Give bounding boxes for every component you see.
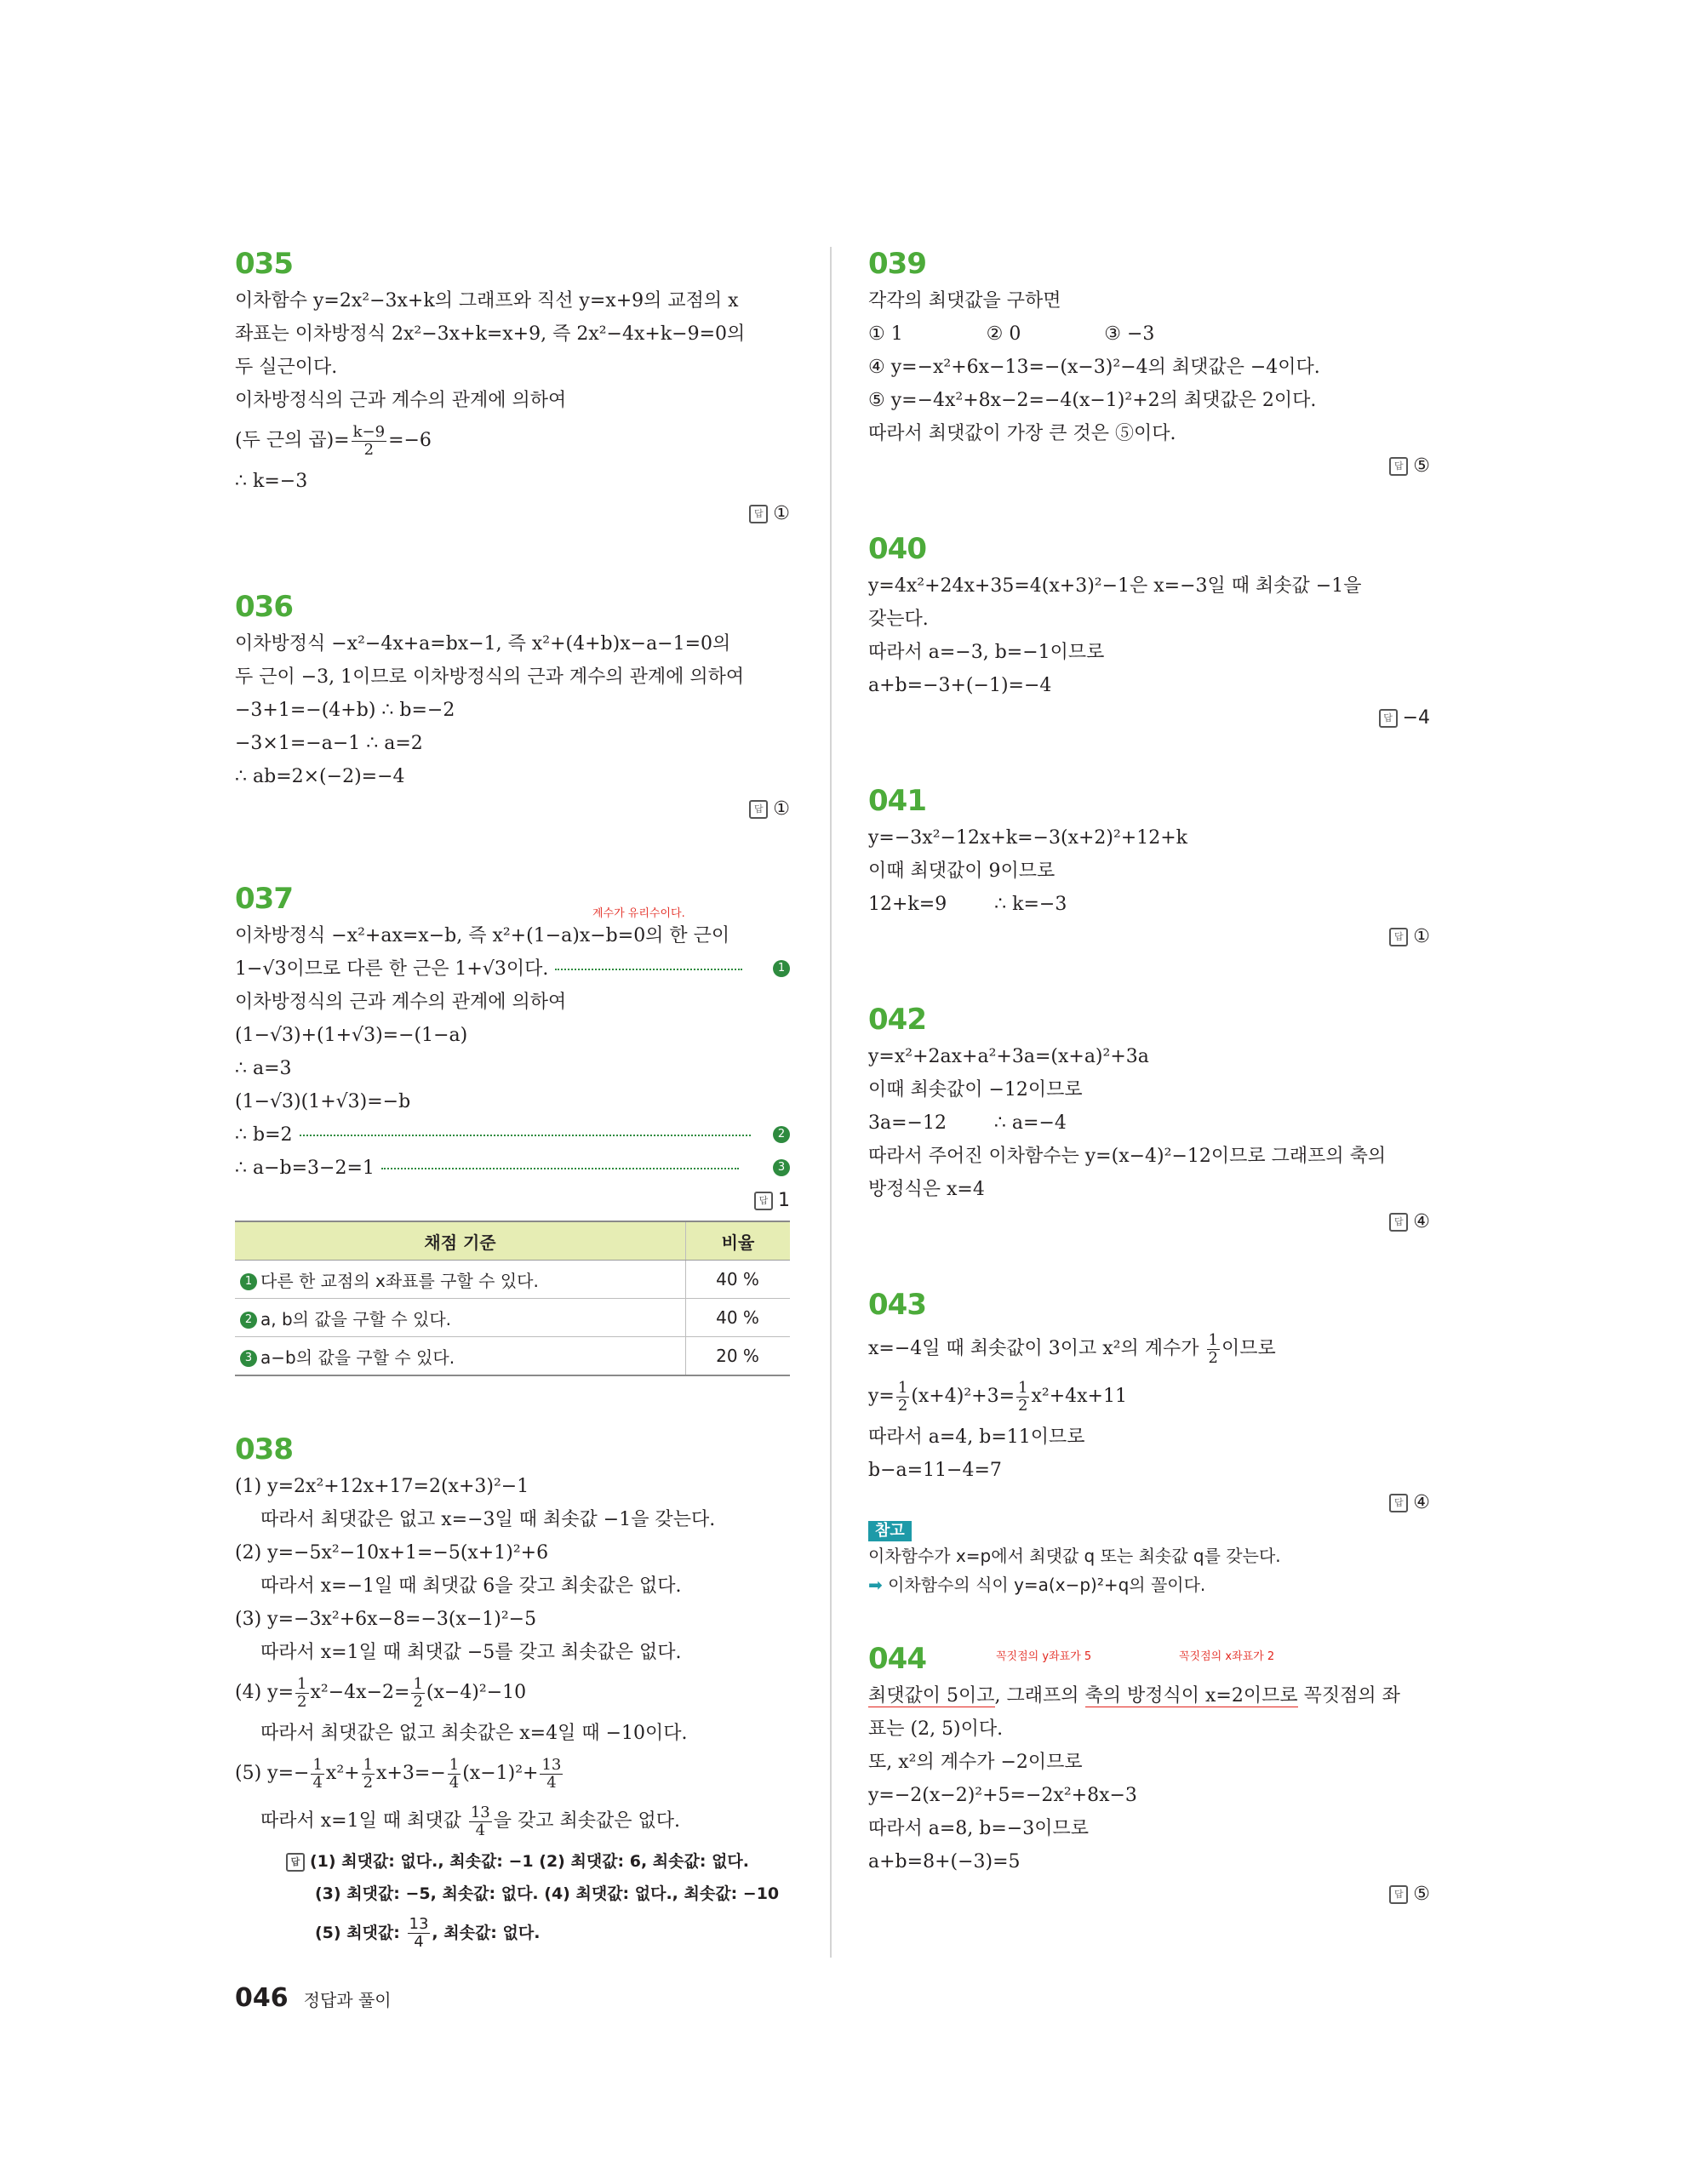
item-label: (3) <box>235 1609 262 1630</box>
problem-number: 044 <box>868 1642 926 1676</box>
equation-text: y= <box>267 1682 295 1703</box>
solution-line: 이차방정식의 근과 계수의 관계에 의하여 <box>235 992 567 1013</box>
problem-042 <box>868 1003 1430 1235</box>
table-cell: 40 % <box>686 1299 791 1337</box>
answer <box>868 454 1430 479</box>
footer-title: 정답과 풀이 <box>303 1990 392 2010</box>
equation-text: (x−1)²+ <box>462 1763 539 1784</box>
table-cell: 20 % <box>686 1337 791 1376</box>
fraction-numerator: 1 <box>897 1378 908 1397</box>
fraction-numerator: 13 <box>541 1755 562 1774</box>
problem-038 <box>235 1432 790 1956</box>
item-description: 따라서 x=1일 때 최댓값 −5를 갖고 최솟값은 없다. <box>260 1642 682 1663</box>
table-header: 채점 기준 <box>235 1221 686 1261</box>
solution-line: (1−√3)(1+√3)=−b <box>235 1091 411 1112</box>
answer-line: (3) 최댓값: −5, 최솟값: 없다. (4) 최댓값: 없다., 최솟값: −10 <box>315 1884 780 1903</box>
left-column <box>235 247 790 1956</box>
solution-line: −3×1=−a−1 ∴ a=2 <box>235 733 423 754</box>
page-footer <box>235 1983 392 2013</box>
solution-text: ∴ b=2 <box>235 1124 293 1146</box>
answer-value: −4 <box>1402 707 1430 729</box>
fraction-numerator: 1 <box>1018 1378 1028 1397</box>
problem-number: 043 <box>868 1288 926 1322</box>
solution-line: 두 근이 −3, 1이므로 이차방정식의 근과 계수의 관계에 의하여 <box>235 666 745 688</box>
solution-line: 이때 최댓값이 9이므로 <box>868 860 1056 882</box>
fraction <box>352 424 386 459</box>
solution-line: 또, x²의 계수가 −2이므로 <box>868 1752 1083 1773</box>
fraction <box>469 1804 492 1839</box>
solution-line <box>235 1152 790 1185</box>
table-row <box>235 1299 790 1337</box>
fraction-numerator: 1 <box>1208 1330 1218 1349</box>
equation-text: x+3=− <box>376 1763 446 1784</box>
answer <box>868 924 1430 950</box>
solution-line <box>868 1325 1430 1373</box>
answer-icon: 답 <box>1389 928 1408 946</box>
criteria-text: a−b의 값을 구할 수 있다. <box>260 1346 455 1368</box>
tip-line <box>868 1570 1430 1599</box>
answer-icon: 답 <box>1379 709 1398 728</box>
answer <box>235 797 790 822</box>
solution-line: 따라서 a=4, b=11이므로 <box>868 1426 1085 1448</box>
answer-block <box>235 1845 790 1956</box>
solution-text: x=−4일 때 최솟값이 3이고 x²의 계수가 <box>868 1338 1199 1359</box>
solution-line: ∴ a=3 <box>235 1058 292 1079</box>
solution-line <box>235 952 790 986</box>
item-description: 따라서 최댓값은 없고 x=−3일 때 최솟값 −1을 갖는다. <box>260 1509 716 1530</box>
solution-line: y=4x²+24x+35=4(x+3)²−1은 x=−3일 때 최솟값 −1을 <box>868 575 1362 597</box>
step-marker: 3 <box>773 1159 790 1176</box>
solution-text: 1−√3이므로 다른 한 근은 1+√3이다. <box>235 958 549 980</box>
fraction <box>362 1757 375 1792</box>
annotation-note: 꼭짓점의 y좌표가 5 <box>996 1650 1092 1663</box>
item-label: (2) <box>235 1542 262 1564</box>
fraction-denominator: 2 <box>363 1773 374 1792</box>
answer <box>235 501 790 527</box>
answer-value: ⑤ <box>1413 1884 1430 1905</box>
answer-icon: 답 <box>749 505 768 523</box>
fraction-denominator: 2 <box>413 1692 423 1711</box>
table-row <box>235 1261 790 1299</box>
solution-line: y=−2(x−2)²+5=−2x²+8x−3 <box>868 1785 1137 1806</box>
solution-line: 이차방정식의 근과 계수의 관계에 의하여 <box>235 390 567 411</box>
solution-line: 12+k=9 ∴ k=−3 <box>868 894 1067 915</box>
tip-line: 이차함수가 x=p에서 최댓값 q 또는 최솟값 q를 갖는다. <box>868 1546 1281 1566</box>
fraction <box>1207 1332 1220 1367</box>
problem-number: 040 <box>868 532 926 566</box>
fraction-numerator: 1 <box>297 1674 307 1693</box>
equation-text: y=2x²+12x+17=2(x+3)²−1 <box>267 1476 529 1497</box>
solution-text: , 그래프의 <box>994 1685 1085 1707</box>
problem-039 <box>868 247 1430 479</box>
problem-number: 041 <box>868 784 926 818</box>
solution-line: 따라서 최댓값이 가장 큰 것은 ⑤이다. <box>868 423 1176 444</box>
table-cell <box>235 1337 686 1376</box>
fraction <box>411 1676 424 1711</box>
problem-number: 036 <box>235 590 293 624</box>
equation-text: y=−5x²−10x+1=−5(x+1)²+6 <box>267 1542 549 1564</box>
solution-line: 이차함수 y=2x²−3x+k의 그래프와 직선 y=x+9의 교점의 x <box>235 290 739 312</box>
fraction <box>408 1916 431 1951</box>
tip-text: 이차함수의 식이 y=a(x−p)²+q의 꼴이다. <box>888 1575 1206 1595</box>
answer-line <box>286 1910 790 1956</box>
solution-line: b−a=11−4=7 <box>868 1460 1002 1481</box>
equation-text: (x−4)²−10 <box>426 1682 527 1703</box>
fraction <box>540 1757 563 1792</box>
solution-line: ① 1 ② 0 ③ −3 <box>868 323 1155 345</box>
solution-line: y=x²+2ax+a²+3a=(x+a)²+3a <box>868 1046 1149 1067</box>
criteria-text: 다른 한 교점의 x좌표를 구할 수 있다. <box>260 1270 539 1291</box>
table-row <box>235 1337 790 1376</box>
solution-line: ∴ ab=2×(−2)=−4 <box>235 766 405 787</box>
fraction <box>1016 1380 1029 1415</box>
answer-icon: 답 <box>754 1192 773 1210</box>
dotted-leader <box>555 969 742 970</box>
solution-line: −3+1=−(4+b) ∴ b=−2 <box>235 700 455 721</box>
item-equation <box>235 1750 790 1798</box>
solution-line: 좌표는 이차방정식 2x²−3x+k=x+9, 즉 2x²−4x+k−9=0의 <box>235 323 746 345</box>
problem-037 <box>235 882 790 1376</box>
step-marker: 1 <box>773 960 790 977</box>
fraction-numerator: 1 <box>413 1674 423 1693</box>
solution-text: ∴ a−b=3−2=1 <box>235 1158 375 1179</box>
problem-number: 039 <box>868 247 926 281</box>
item-description: 따라서 x=−1일 때 최댓값 6을 갖고 최솟값은 없다. <box>260 1575 682 1597</box>
column-divider <box>830 247 832 1958</box>
equation-text: y=− <box>267 1763 310 1784</box>
page-number: 046 <box>235 1983 289 2013</box>
item-equation <box>235 1470 790 1503</box>
fraction-numerator: 13 <box>409 1915 429 1933</box>
solution-line: 3a=−12 ∴ a=−4 <box>868 1112 1067 1134</box>
solution-line <box>235 1118 790 1152</box>
problem-number: 042 <box>868 1003 926 1037</box>
problem-number: 038 <box>235 1432 293 1466</box>
item-equation <box>235 1669 790 1717</box>
solution-line: 표는 (2, 5)이다. <box>868 1718 1004 1740</box>
fraction-denominator: 2 <box>297 1692 307 1711</box>
arrow-right-icon: ➡ <box>868 1575 883 1595</box>
fraction <box>896 1380 909 1415</box>
dotted-leader <box>381 1168 739 1169</box>
fraction-numerator: 1 <box>363 1755 374 1774</box>
fraction-denominator: 2 <box>1208 1348 1218 1367</box>
answer-value: ④ <box>1413 1492 1430 1513</box>
solution-line: 이차방정식 −x²−4x+a=bx−1, 즉 x²+(4+b)x−a−1=0의 <box>235 633 731 655</box>
table-header-row <box>235 1221 790 1261</box>
answer-icon: 답 <box>749 800 768 819</box>
dotted-leader <box>300 1135 751 1136</box>
step-badge: 3 <box>240 1350 257 1367</box>
fraction-numerator: 1 <box>449 1755 460 1774</box>
right-column <box>868 247 1430 1907</box>
fraction-numerator: 1 <box>312 1755 323 1774</box>
problem-number: 037 <box>235 882 293 916</box>
solution-text: 꼭짓점의 좌 <box>1297 1685 1400 1707</box>
solution-text: 이므로 <box>1221 1338 1276 1359</box>
answer-icon: 답 <box>1389 1494 1408 1512</box>
grading-table <box>235 1221 790 1376</box>
problem-044 <box>868 1642 1430 1907</box>
solution-line: 따라서 a=8, b=−3이므로 <box>868 1818 1089 1839</box>
solution-line: a+b=8+(−3)=5 <box>868 1851 1021 1872</box>
annotation-note: 꼭짓점의 x좌표가 2 <box>1179 1650 1275 1663</box>
item-description: 따라서 최댓값은 없고 최솟값은 x=4일 때 −10이다. <box>260 1723 688 1744</box>
solution-line: a+b=−3+(−1)=−4 <box>868 675 1052 696</box>
fraction-denominator: 4 <box>414 1933 424 1951</box>
table-cell: 40 % <box>686 1261 791 1299</box>
item-description <box>235 1798 790 1845</box>
underlined-text: 최댓값이 5이고 <box>868 1685 995 1707</box>
table-header: 비율 <box>686 1221 791 1261</box>
fraction-denominator: 2 <box>1018 1396 1028 1415</box>
solution-line <box>868 1679 1430 1712</box>
fraction-numerator: k−9 <box>352 422 386 441</box>
fraction <box>295 1676 308 1711</box>
answer <box>868 1490 1430 1516</box>
fraction-prefix: (두 근의 곱)= <box>235 430 350 451</box>
equation-text: x²+ <box>325 1763 360 1784</box>
answer <box>868 1209 1430 1235</box>
table-cell <box>235 1261 686 1299</box>
solution-line <box>235 417 790 465</box>
answer-value: ① <box>773 503 790 524</box>
answer-icon: 답 <box>286 1853 305 1872</box>
fraction-denominator: 4 <box>475 1821 486 1839</box>
answer-value: ① <box>1413 926 1430 947</box>
answer-text: (5) 최댓값: <box>315 1924 400 1942</box>
annotation-note: 계수가 유리수이다. <box>592 907 685 920</box>
item-label: (4) <box>235 1682 262 1703</box>
solution-text: y= <box>868 1386 895 1407</box>
equation-text: y=−3x²+6x−8=−3(x−1)²−5 <box>267 1609 537 1630</box>
problem-035 <box>235 247 790 527</box>
answer-icon: 답 <box>1389 1213 1408 1232</box>
solution-line <box>868 1373 1430 1421</box>
fraction-denominator: 4 <box>449 1773 460 1792</box>
solution-line: (1−√3)+(1+√3)=−(1−a) <box>235 1025 468 1046</box>
solution-line: 이때 최솟값이 −12이므로 <box>868 1079 1083 1101</box>
solution-line: 두 실근이다. <box>235 357 338 378</box>
step-badge: 2 <box>240 1312 257 1329</box>
problem-041 <box>868 784 1430 950</box>
answer-icon: 답 <box>1389 1885 1408 1904</box>
solution-text: (x+4)²+3= <box>911 1386 1015 1407</box>
solution-line: y=−3x²−12x+k=−3(x+2)²+12+k <box>868 827 1187 849</box>
problem-036 <box>235 590 790 822</box>
equation-text: x²−4x−2= <box>310 1682 410 1703</box>
fraction-denominator: 2 <box>363 440 375 459</box>
description-text: 을 갖고 최솟값은 없다. <box>493 1810 680 1832</box>
answer-text: , 최솟값: 없다. <box>432 1924 541 1942</box>
problem-040 <box>868 532 1430 731</box>
tip-label: 참고 <box>868 1521 912 1541</box>
answer-value: ④ <box>1413 1211 1430 1232</box>
answer-icon: 답 <box>1389 457 1408 476</box>
answer-text: (1) 최댓값: 없다., 최솟값: −1 (2) 최댓값: 6, 최솟값: 없다. <box>310 1852 749 1871</box>
solution-text: x²+4x+11 <box>1031 1386 1127 1407</box>
answer-line <box>286 1845 790 1878</box>
description-text: 따라서 x=1일 때 최댓값 <box>260 1810 461 1832</box>
fraction-denominator: 4 <box>312 1773 323 1792</box>
answer-value: 1 <box>778 1190 790 1211</box>
solution-line: 따라서 주어진 이차함수는 y=(x−4)²−12이므로 그래프의 축의 <box>868 1146 1387 1167</box>
fraction <box>311 1757 323 1792</box>
item-equation <box>235 1603 790 1636</box>
solution-line: 따라서 a=−3, b=−1이므로 <box>868 642 1105 663</box>
problem-number: 035 <box>235 247 293 281</box>
solution-line: ④ y=−x²+6x−13=−(x−3)²−4의 최댓값은 −4이다. <box>868 357 1320 378</box>
solution-line: ⑤ y=−4x²+8x−2=−4(x−1)²+2의 최댓값은 2이다. <box>868 390 1317 411</box>
underlined-text: 축의 방정식이 x=2이므로 <box>1084 1685 1298 1707</box>
answer <box>235 1188 790 1214</box>
step-marker: 2 <box>773 1126 790 1143</box>
item-label: (1) <box>235 1476 262 1497</box>
fraction-numerator: 13 <box>470 1803 490 1821</box>
solution-line: 방정식은 x=4 <box>868 1179 985 1200</box>
fraction-suffix: =−6 <box>388 430 432 451</box>
fraction-denominator: 4 <box>546 1773 557 1792</box>
item-equation <box>235 1536 790 1569</box>
answer-value: ① <box>773 798 790 820</box>
solution-line: 각각의 최댓값을 구하면 <box>868 290 1061 312</box>
step-badge: 1 <box>240 1273 257 1290</box>
solution-line: 이차방정식 −x²+ax=x−b, 즉 x²+(1−a)x−b=0의 한 근이 <box>235 925 730 946</box>
fraction-denominator: 2 <box>897 1396 908 1415</box>
solution-line: ∴ k=−3 <box>235 471 308 492</box>
answer <box>868 1882 1430 1907</box>
criteria-text: a, b의 값을 구할 수 있다. <box>260 1308 452 1329</box>
answer <box>868 706 1430 731</box>
item-label: (5) <box>235 1763 262 1784</box>
fraction <box>448 1757 461 1792</box>
tip-box <box>868 1521 1430 1599</box>
table-cell <box>235 1299 686 1337</box>
answer-value: ⑤ <box>1413 455 1430 477</box>
problem-043 <box>868 1288 1430 1599</box>
solution-line: 갖는다. <box>868 609 929 630</box>
